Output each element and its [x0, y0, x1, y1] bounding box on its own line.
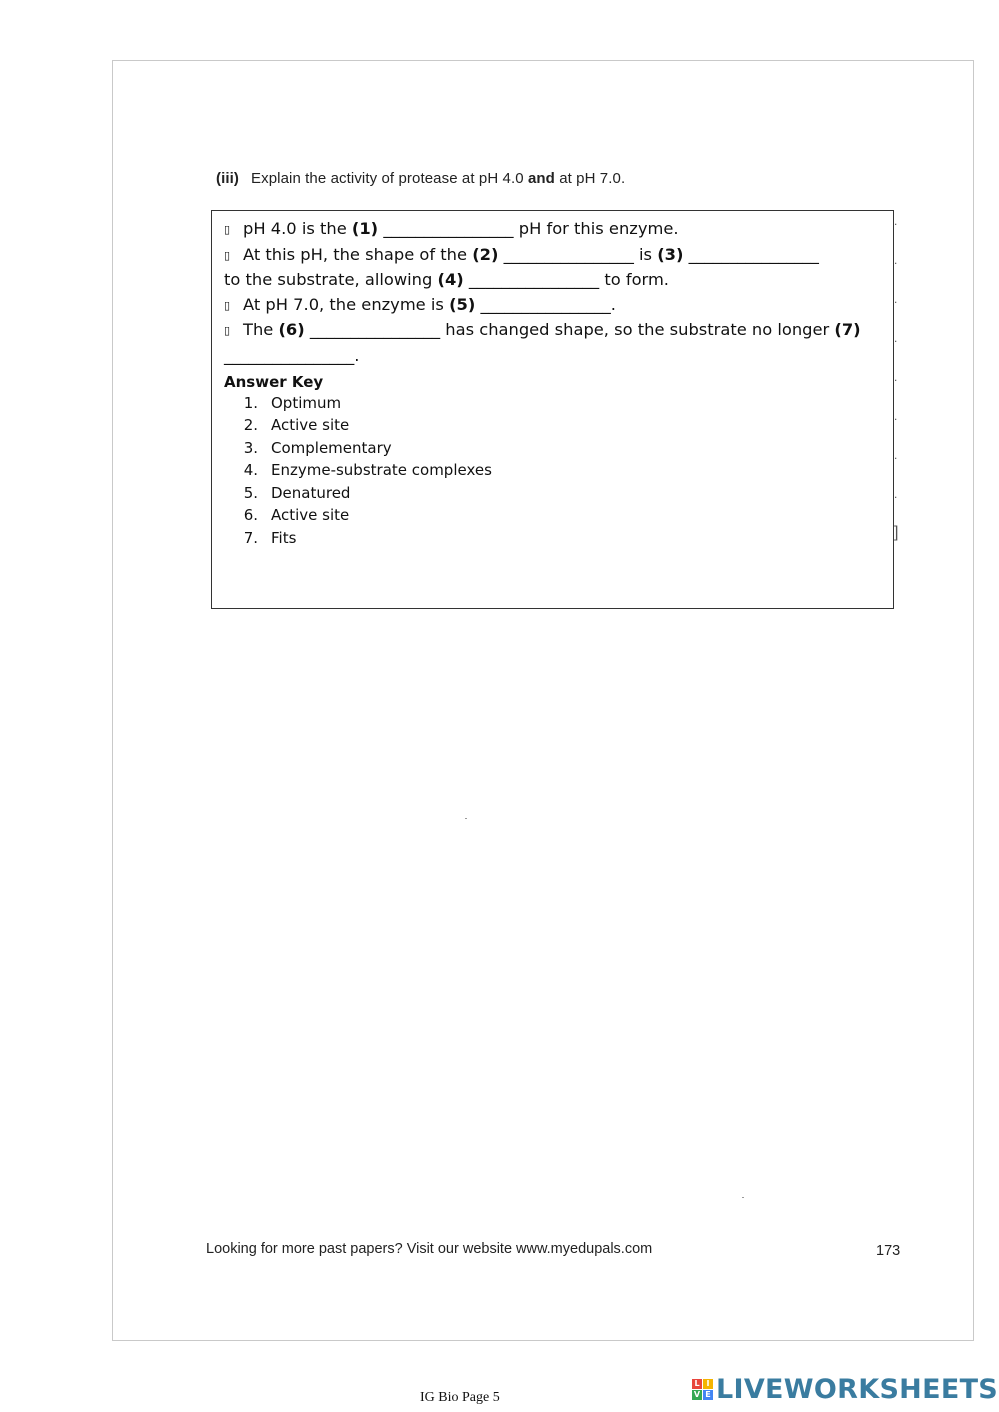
- scan-speck: [742, 1197, 744, 1198]
- live-icon: [692, 1379, 713, 1400]
- answer-line-mark: .: [894, 370, 898, 384]
- cloze-line-4: ▯ At pH 7.0, the enzyme is (5) ________________.: [224, 293, 881, 319]
- marks-bracket: ]: [894, 524, 899, 541]
- answer-line-mark: .: [894, 448, 898, 462]
- answer-line-mark: .: [894, 253, 898, 267]
- cloze-line-6: ________________.: [224, 345, 360, 365]
- list-item: 5. Denatured: [243, 483, 351, 502]
- list-item: 2. Active site: [243, 416, 350, 435]
- blank-1[interactable]: ________________: [383, 219, 514, 238]
- answer-line-mark: .: [894, 487, 898, 501]
- blank-4[interactable]: ________________: [468, 270, 600, 290]
- list-item: 7. Fits: [243, 528, 297, 547]
- blank-7[interactable]: ________________: [224, 345, 355, 365]
- answer-box: [211, 210, 894, 609]
- logo-letter: E: [703, 1390, 713, 1400]
- cloze-line-2: ▯ At this pH, the shape of the (2) ________________ is (3) ________________: [224, 243, 881, 269]
- answer-key-title: Answer Key: [224, 372, 324, 391]
- list-item: 6. Active site: [243, 506, 350, 525]
- blank-5[interactable]: ________________: [480, 294, 611, 314]
- logo-text: LIVEWORKSHEETS: [716, 1373, 999, 1405]
- logo-letter: L: [692, 1379, 702, 1389]
- answer-line-mark: .: [894, 214, 898, 228]
- list-item: 1. Optimum: [243, 393, 342, 412]
- page-label: IG Bio Page 5: [420, 1390, 500, 1405]
- cloze-line-1: ▯ pH 4.0 is the (1) ________________ pH for this enzyme.: [224, 217, 881, 243]
- question-number: (iii): [216, 170, 239, 187]
- cloze-line-3: to the substrate, allowing (4) ________________ to form.: [224, 270, 669, 290]
- blank-6[interactable]: ________________: [309, 320, 441, 340]
- blank-2[interactable]: ________________: [503, 244, 634, 264]
- cloze-line-5: ▯ The (6) ________________ has changed shape, so the substrate no longer (7): [224, 318, 881, 344]
- question-prompt: (iii) Explain the activity of protease at pH 4.0 and at pH 7.0.: [216, 170, 626, 187]
- list-item: 3. Complementary: [243, 438, 392, 457]
- logo-letter: V: [693, 1389, 701, 1399]
- blank-3[interactable]: ________________: [688, 244, 819, 264]
- bullet-icon: ▯: [224, 248, 231, 262]
- bullet-icon: ▯: [224, 223, 231, 236]
- scan-speck: [465, 818, 467, 819]
- answer-line-mark: .: [894, 331, 898, 345]
- list-item: 4. Enzyme-substrate complexes: [243, 461, 492, 480]
- footer-text: Looking for more past papers? Visit our website www.myedupals.com: [206, 1241, 653, 1257]
- answer-line-mark: .: [894, 292, 898, 306]
- answer-key-list: [224, 392, 881, 550]
- bullet-icon: ▯: [224, 324, 231, 338]
- logo-letter: I: [703, 1379, 713, 1389]
- bullet-icon: ▯: [224, 298, 231, 312]
- page-number: 173: [876, 1243, 901, 1259]
- answer-line-mark: .: [894, 409, 898, 423]
- liveworksheets-logo[interactable]: [692, 1375, 998, 1403]
